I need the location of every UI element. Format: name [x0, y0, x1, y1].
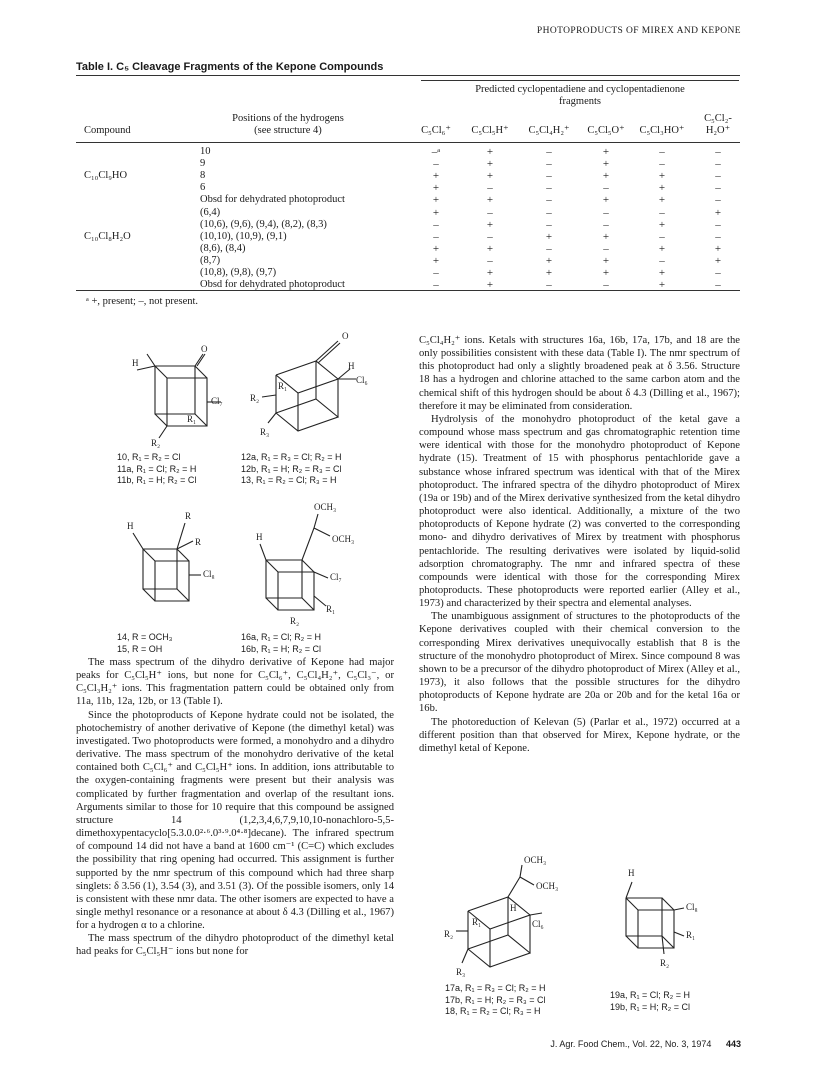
label-r3: R₃ — [260, 427, 270, 437]
row-mark: – — [546, 170, 552, 183]
group-header: Predicted cyclopentadiene and cyclopentadienone fragments — [475, 84, 685, 107]
caption-19: 19a, R₁ = Cl; R₂ = H 19b, R₁ = H; R₂ = Cl — [610, 990, 691, 1012]
structure-17 — [444, 855, 578, 980]
frag-col-5: C₅Cl₃HO⁺ — [639, 125, 685, 136]
journal-citation: J. Agr. Food Chem., Vol. 22, No. 3, 1974 — [550, 1039, 712, 1049]
row-mark: – — [603, 182, 609, 195]
paragraph: Hydrolysis of the monohydro photoproduct of the ketal gave a compound whose mass spectrum and gas chromatographic retention time were identical with those for the monohydro photoproduct of Kepone hydrate (15). Treatment of 15 with phosphorus pentachloride gave a substance whose infrared spectrum was identical with that of the Mirex photoproduct. The infrared spectra of the dihydro photoproduct of Mirex (19a or 19b) and of the Mirex derivative synthesized from the ketal dihydro photoproduct were also identical. Additionally, a mixture of the two photoproducts of Kepone hydrate (2) was converted to the corresponding mono- and dihydro derivatives of Mirex by treatment with phosphorus pentachloride. The resulting derivatives were isolated by liquid-solid adsorption chromatography. The nmr and infrared spectra of these compounds were identical with those for the corresponding Mirex photoproducts. These photoproducts were reported earlier (Alley et al., 1973) and characterized by their spectra and elemental analyses. — [419, 413, 740, 610]
label-r2: R₂ — [660, 958, 670, 968]
label-r2: R₂ — [444, 929, 454, 939]
row-positions: 10 — [200, 146, 211, 157]
row-mark: + — [602, 158, 610, 171]
label-r1: R₁ — [187, 414, 197, 424]
table-bottom-rule — [76, 290, 740, 291]
page-footer — [550, 1039, 741, 1049]
frag-col-6: C₅Cl₂-H₂O⁺ — [704, 113, 732, 136]
label-h: H — [510, 903, 517, 913]
row-mark: – — [603, 242, 609, 255]
paragraph: The mass spectrum of the dihydro photoproduct of the dimethyl ketal had peaks for C₅Cl₅H⁻ ions but none for — [76, 933, 394, 958]
row-positions: (8,7) — [200, 254, 221, 266]
table-title: Table I. C₅ Cleavage Fragments of the Kepone Compounds — [76, 61, 384, 73]
row-mark: + — [658, 267, 666, 279]
paragraph: The mass spectrum of the dihydro derivative of Kepone had major peaks for C₅Cl₅H⁺ ions, but none for C₅Cl₆⁺, C₅Cl₄H₂⁺, C₅Cl₃⁻, or C₅Cl₃H₂⁺ ions. This fragmentation pattern could be obtained only from 11a, 11b, 12a, 12b, or 13 (Table I). — [76, 657, 394, 708]
row-mark: – — [603, 218, 609, 231]
row-mark: + — [432, 170, 440, 183]
row-mark: – — [659, 206, 665, 219]
paragraph: C₅Cl₄H₂⁺ ions. Ketals with structures 16a, 16b, 17a, 17b, and 18 are the only possibilities consistent with these data (Table I). The nmr spectrum of this photoproduct had only a slightly broadened peak at δ 3.56. Structure 18 has a hydrogen and chlorine attached to the same carbon atom and the chemical shift of this hydrogen should be about δ 4.3 (Dilling et al., 1967); therefore it may be eliminated from consideration. — [419, 335, 740, 412]
row-positions: (6,4) — [200, 206, 221, 218]
page-number: 443 — [725, 1039, 741, 1049]
row-mark: + — [658, 242, 666, 255]
row-mark: + — [432, 242, 440, 255]
row-mark: – — [546, 194, 552, 207]
label-h: H — [127, 521, 134, 531]
row-positions: 9 — [200, 158, 206, 170]
label-r1: R₁ — [686, 930, 696, 940]
row-mark: + — [486, 267, 494, 279]
row-mark: – — [546, 146, 552, 158]
row-mark: – — [487, 230, 493, 243]
row-mark: + — [545, 267, 553, 279]
row-mark: – — [433, 218, 439, 231]
paragraph: Since the photoproducts of Kepone hydrate could not be isolated, the photochemistry of another derivative of Kepone (the dimethyl ketal) was investigated. Two photoproducts were formed, a monohydro and a dihydro derivative. The mass spectrum of the monohydro derivative of the ketal contained both C₅Cl₆⁺ and C₅Cl₅H⁺ ions. In addition, ions attributable to the oxygen-containing fragments were present but their analysis was complicated by further fragmentation and overlap of the resultant ions. Arguments similar to those for 10 require that this compound be assigned structure 14 (1,2,3,4,6,7,9,10,10-nonachloro-5,5-dimethoxypentacyclo[5.3.0.0²·⁶.0³·⁹.0⁴·⁸]decane). The infrared spectrum of compound 14 did not have a band at 1600 cm⁻¹ (C=C) which excludes the possibility that ring opening had occurred. This assignment is further supported by the nmr spectrum of this compound which had three sharp singlets: δ 3.56 (1), 3.54 (3), and 3.51 (3). Of the possible isomers, only 14 is consistent with these nmr data. The other isomers are expected to have a single methyl resonance or a resonance at about δ 4.3 (Dilling et al., 1967) for a hydrogen α to a chlorine. — [76, 709, 394, 932]
frag-col-4: C₅Cl₅O⁺ — [587, 125, 625, 136]
row-mark: + — [545, 230, 553, 243]
caption-14: 14, R = OCH₃ 15, R = OH — [117, 632, 173, 654]
row-mark: + — [714, 242, 722, 255]
frag-col-2: C₅Cl₅H⁺ — [471, 125, 509, 136]
row-mark: – — [659, 230, 665, 243]
frag-col-3: C₅Cl₄H₂⁺ — [528, 125, 570, 136]
row-compound: C₁₀Cl₈H₂O — [84, 230, 131, 242]
label-r3: R₃ — [456, 967, 466, 977]
label-cl: Cl₆ — [532, 919, 544, 929]
row-mark: + — [602, 194, 610, 207]
label-r-side: R — [195, 537, 202, 547]
positions-header: Positions of the hydrogens (see structure 4) — [232, 113, 344, 136]
row-mark: + — [602, 254, 610, 267]
row-mark: + — [658, 170, 666, 183]
row-mark: + — [602, 267, 610, 279]
caption-16: 16a, R₁ = Cl; R₂ = H 16b, R₁ = H; R₂ = Cl — [241, 632, 322, 654]
row-mark: – — [546, 182, 552, 195]
row-mark: – — [659, 146, 665, 158]
row-mark: + — [714, 206, 722, 219]
label-och3-side: OCH₃ — [536, 881, 559, 891]
label-cl: Cl₇ — [211, 396, 223, 406]
table-footnote: ᵃ +, present; –, not present. — [86, 296, 199, 307]
structure-12 — [246, 325, 366, 440]
row-mark: – — [715, 158, 721, 171]
label-h: H — [256, 532, 263, 542]
label-r2: R₂ — [290, 616, 300, 626]
row-positions: 6 — [200, 182, 206, 194]
right-column — [419, 334, 740, 755]
row-mark: + — [602, 170, 610, 183]
structure-10 — [115, 330, 225, 448]
row-mark: + — [486, 158, 494, 171]
label-o: O — [201, 344, 208, 354]
label-h: H — [132, 358, 139, 368]
row-mark: – — [433, 158, 439, 171]
row-mark: – — [546, 279, 552, 292]
row-mark: + — [486, 170, 494, 183]
row-mark: –ᵃ — [431, 146, 441, 158]
row-mark: – — [603, 206, 609, 219]
paragraph: The photoreduction of Kelevan (5) (Parlar et al., 1972) occurred at a different position than that observed for Mirex, Kepone hydrate, or the dimethyl ketal of Kepone. — [419, 716, 740, 754]
label-cl: Cl₆ — [356, 375, 368, 385]
row-mark: + — [432, 254, 440, 267]
row-positions: (10,8), (9,8), (9,7) — [200, 267, 277, 278]
row-positions: (8,6), (8,4) — [200, 242, 246, 254]
row-positions: (10,10), (10,9), (9,1) — [200, 230, 287, 242]
caption-17: 17a, R₁ = R₃ = Cl; R₂ = H 17b, R₁ = H; R₂ = R₃ = Cl 18, R₁ = R₂ = Cl; R₃ = H — [445, 983, 546, 1016]
running-head: PHOTOPRODUCTS OF MIREX AND KEPONE — [536, 26, 741, 36]
row-mark: – — [715, 218, 721, 231]
label-o: O — [342, 331, 349, 341]
row-mark: – — [487, 182, 493, 195]
label-r1: R₁ — [326, 604, 336, 614]
row-mark: – — [715, 279, 721, 292]
row-mark: – — [715, 267, 721, 279]
label-och3-top: OCH₃ — [314, 502, 337, 512]
row-positions: Obsd for dehydrated photoproduct — [200, 194, 345, 206]
row-mark: + — [658, 279, 666, 292]
row-mark: – — [546, 242, 552, 255]
label-cl: Cl₇ — [330, 572, 342, 582]
row-mark: + — [658, 218, 666, 231]
structure-14 — [115, 505, 225, 615]
label-r-top: R — [185, 511, 192, 521]
row-mark: – — [546, 158, 552, 171]
label-h: H — [628, 868, 635, 878]
table-inner-rule — [421, 80, 739, 81]
compound-header: Compound — [84, 125, 131, 136]
label-r2: R₂ — [151, 438, 161, 448]
row-mark: + — [658, 182, 666, 195]
row-mark: + — [486, 279, 494, 292]
label-cl: Cl₈ — [686, 902, 698, 912]
row-mark: + — [486, 194, 494, 207]
label-r2: R₂ — [250, 393, 260, 403]
row-compound: C₁₀Cl₉HO — [84, 170, 128, 182]
label-r1: R₁ — [278, 381, 288, 391]
row-mark: – — [715, 170, 721, 183]
row-mark: + — [432, 194, 440, 207]
frag-col-1: C₅Cl₆⁺ — [421, 125, 451, 136]
structure-16 — [246, 500, 376, 626]
row-mark: + — [714, 254, 722, 267]
row-mark: + — [486, 242, 494, 255]
row-mark: + — [602, 230, 610, 243]
label-h: H — [348, 361, 355, 371]
label-cl: Cl₈ — [203, 569, 215, 579]
row-mark: + — [432, 182, 440, 195]
row-mark: + — [486, 218, 494, 231]
label-och3-top: OCH₃ — [524, 855, 547, 865]
row-mark: – — [487, 254, 493, 267]
row-mark: – — [546, 218, 552, 231]
table-top-rule — [76, 75, 740, 76]
left-column — [76, 656, 394, 959]
row-mark: – — [659, 254, 665, 267]
row-mark: – — [433, 279, 439, 292]
row-mark: – — [487, 206, 493, 219]
row-positions: (10,6), (9,6), (9,4), (8,2), (8,3) — [200, 218, 327, 230]
row-mark: – — [715, 194, 721, 207]
label-och3-side: OCH₃ — [332, 534, 355, 544]
table-body — [0, 146, 819, 290]
paragraph: The unambiguous assignment of structures to the photoproducts of the Kepone derivatives coupled with their chemical conversion to the corresponding Mirex derivatives unequivocally establish that 8 is the structure of the monohydro photoproduct of Mirex. Since compound 8 was shown to be a precursor of the dihydro photoproduct of Mirex (Alley et al., 1973), it also follows that the possible structures for the dihydro photoproducts of Kepone hydrate are 20a or 20b and for the ketal 16a or 16b. — [419, 611, 740, 715]
row-mark: + — [658, 194, 666, 207]
row-mark: – — [433, 230, 439, 243]
row-mark: – — [546, 206, 552, 219]
row-mark: – — [433, 267, 439, 279]
caption-10: 10, R₁ = R₂ = Cl 11a, R₁ = Cl; R₂ = H 11b, R₁ = H; R₂ = Cl — [117, 452, 197, 485]
row-mark: + — [545, 254, 553, 267]
row-mark: + — [486, 146, 494, 158]
row-mark: – — [715, 182, 721, 195]
row-positions: 8 — [200, 170, 206, 182]
caption-12: 12a, R₁ = R₃ = Cl; R₂ = H 12b, R₁ = H; R₂ = R₃ = Cl 13, R₁ = R₂ = Cl; R₃ = H — [241, 452, 342, 485]
row-mark: – — [715, 230, 721, 243]
row-mark: – — [715, 146, 721, 158]
row-mark: – — [659, 158, 665, 171]
row-positions: Obsd for dehydrated photoproduct — [200, 279, 345, 291]
row-mark: + — [602, 146, 610, 158]
row-mark: – — [603, 279, 609, 292]
row-mark: + — [432, 206, 440, 219]
label-r1: R₁ — [472, 917, 482, 927]
table-header-rule — [76, 142, 740, 143]
structure-19 — [610, 862, 720, 972]
